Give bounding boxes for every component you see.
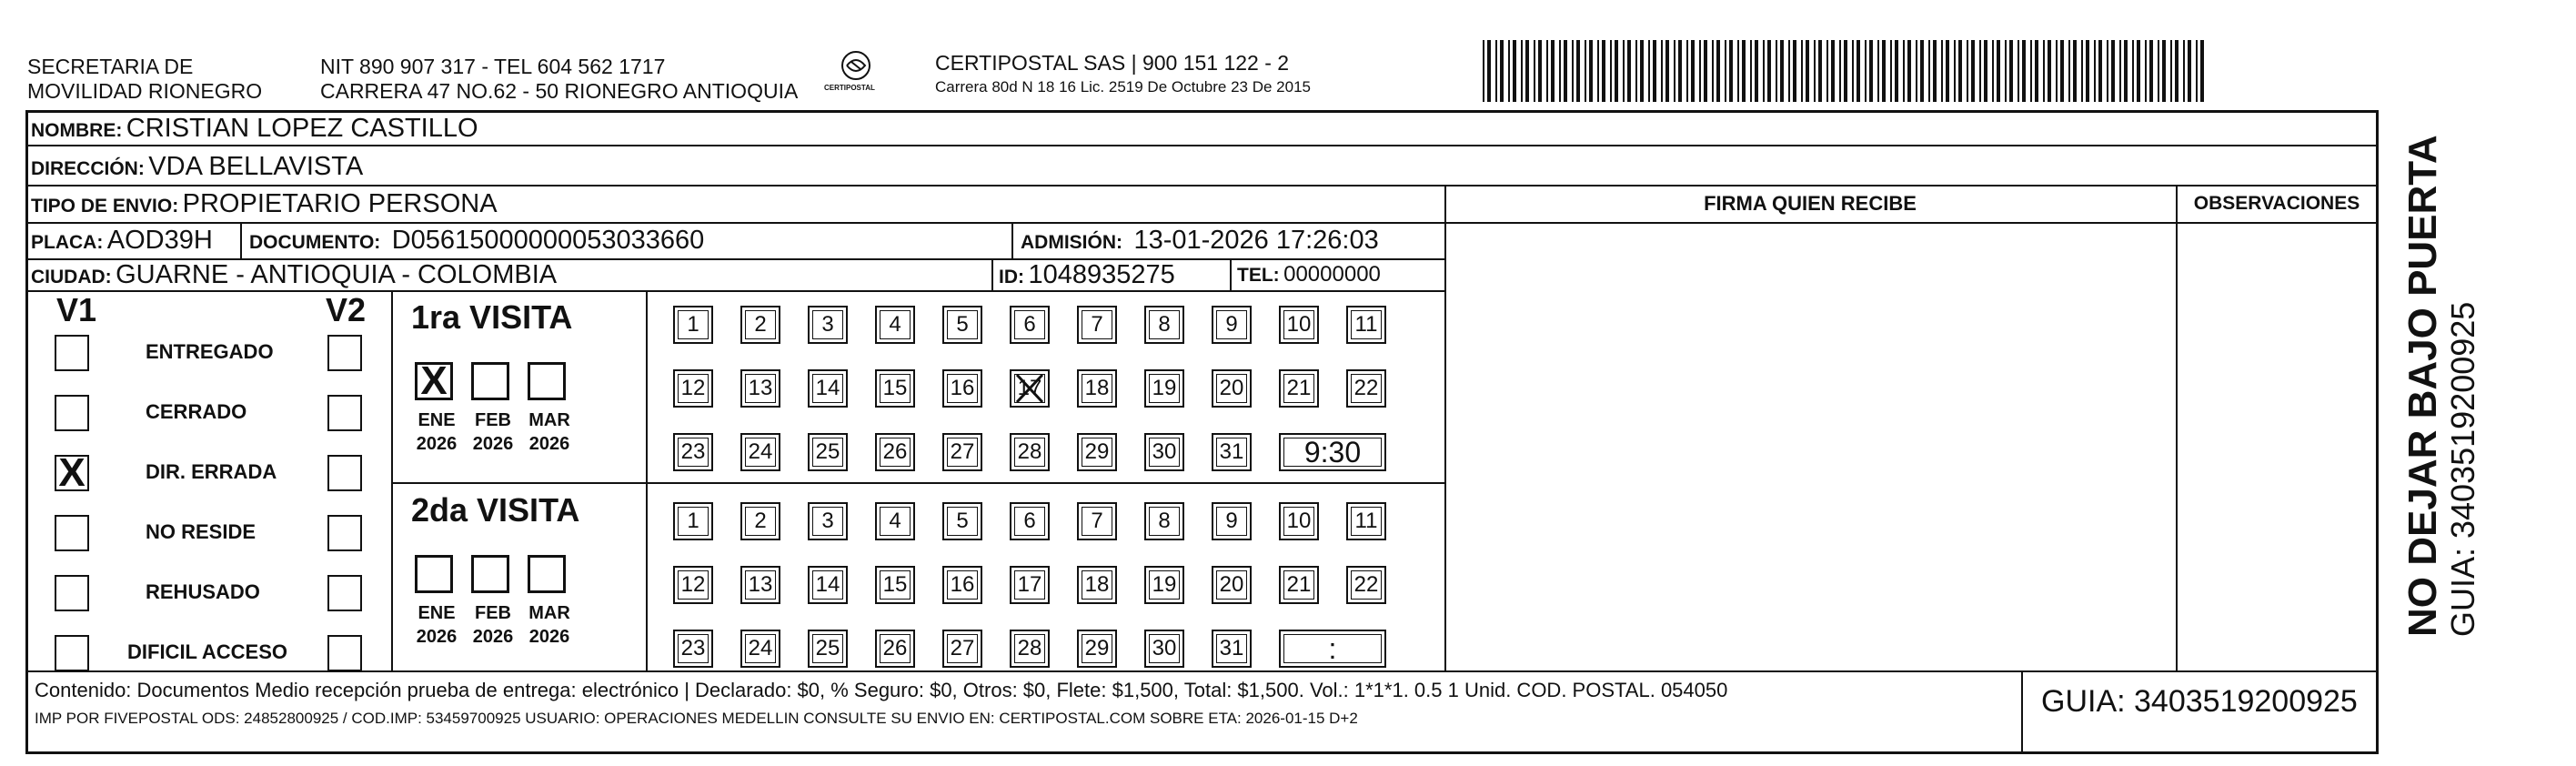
day-cell[interactable]: 31	[1212, 630, 1252, 668]
print-info: IMP POR FIVEPOSTAL ODS: 24852800925 / COD.IMP: 53459700925 USUARIO: OPERACIONES MEDELLIN CONSULTE SU ENVIO EN: CERTIPOSTAL.COM SOBRE ETA: 2026-01-15 D+2	[35, 710, 1358, 727]
month-checkbox[interactable]	[528, 555, 566, 593]
status-v1-checkbox[interactable]: X	[55, 455, 89, 491]
status-v2-checkbox[interactable]	[327, 455, 362, 491]
divider	[1011, 222, 1013, 259]
day-cell[interactable]: 7	[1077, 502, 1117, 540]
day-cell[interactable]: 14	[808, 369, 848, 408]
month-year: 2026	[528, 627, 570, 647]
day-cell[interactable]: 3	[808, 502, 848, 540]
id-cell	[999, 259, 1175, 295]
month-checkbox[interactable]	[528, 362, 566, 400]
month-year: 2026	[472, 434, 514, 454]
month-label: ENE	[418, 603, 456, 623]
day-cell[interactable]: 26	[875, 433, 915, 471]
month-year: 2026	[472, 627, 514, 647]
day-cell[interactable]: 13	[740, 566, 780, 604]
sender-name	[27, 55, 262, 104]
sender-line-2: MOVILIDAD RIONEGRO	[27, 79, 263, 103]
plate-value: AOD39H	[106, 226, 213, 255]
observations-column-header: OBSERVACIONES	[2193, 193, 2360, 214]
day-cell[interactable]: 14	[808, 566, 848, 604]
status-option-label: NO RESIDE	[146, 520, 257, 543]
sender-address: CARRERA 47 NO.62 - 50 RIONEGRO ANTIOQUIA	[320, 79, 799, 103]
phone-cell	[1237, 259, 1381, 293]
day-cell[interactable]: 13	[740, 369, 780, 408]
status-v2-checkbox[interactable]	[327, 635, 362, 671]
day-cell[interactable]: 9	[1212, 502, 1252, 540]
admission-label: ADMISIÓN:	[1021, 232, 1122, 253]
status-v2-checkbox[interactable]	[327, 575, 362, 611]
day-cell[interactable]: 24	[740, 433, 780, 471]
company-license: Carrera 80d N 18 16 Lic. 2519 De Octubre 23 De 2015	[935, 78, 1311, 96]
day-cell[interactable]: 16	[942, 566, 982, 604]
day-cell[interactable]: 11	[1346, 306, 1386, 344]
month-label: MAR	[528, 603, 570, 623]
status-option-label: DIR. ERRADA	[146, 460, 277, 483]
month-year: 2026	[416, 434, 458, 454]
day-cell[interactable]: 24	[740, 630, 780, 668]
day-cell[interactable]: 10	[1279, 502, 1319, 540]
day-cell[interactable]: 1	[673, 306, 713, 344]
status-v2-checkbox[interactable]	[327, 515, 362, 551]
day-cell[interactable]: 11	[1346, 502, 1386, 540]
divider	[1230, 258, 1232, 291]
no-under-door-warning: NO DEJAR BAJO PUERTA	[2400, 135, 2445, 637]
day-cell[interactable]: 15	[875, 566, 915, 604]
phone-label: TEL:	[1237, 265, 1280, 286]
shipment-type-row	[31, 188, 498, 224]
status-v2-checkbox[interactable]	[327, 395, 362, 431]
day-cell[interactable]: 4	[875, 502, 915, 540]
city-label: CIUDAD:	[31, 267, 112, 287]
month-year: 2026	[416, 627, 458, 647]
day-cell[interactable]: 15	[875, 369, 915, 408]
day-cell[interactable]: 20	[1212, 566, 1252, 604]
day-cell[interactable]: 27	[942, 433, 982, 471]
divider	[646, 290, 648, 672]
day-cell[interactable]: 23	[673, 433, 713, 471]
divider	[2176, 185, 2178, 672]
day-cell[interactable]: 30	[1144, 433, 1184, 471]
day-cell[interactable]: 2	[740, 306, 780, 344]
divider	[2021, 670, 2023, 752]
divider	[25, 670, 2379, 672]
divider	[1444, 185, 1446, 672]
address-label: DIRECCIÓN:	[31, 158, 145, 179]
day-cell[interactable]: 21	[1279, 566, 1319, 604]
day-cell[interactable]: 21	[1279, 369, 1319, 408]
day-cell[interactable]: 8	[1144, 306, 1184, 344]
day-cell[interactable]: 19	[1144, 566, 1184, 604]
day-cell[interactable]: 17	[1010, 566, 1050, 604]
divider	[391, 290, 393, 672]
status-option-label: CERRADO	[146, 400, 247, 423]
day-cell[interactable]: 19	[1144, 369, 1184, 408]
visit-time-field[interactable]: :	[1279, 630, 1386, 668]
address-value: VDA BELLAVISTA	[148, 152, 364, 181]
day-cell[interactable]: 22	[1346, 369, 1386, 408]
status-option-label: DIFICIL ACCESO	[127, 640, 288, 663]
day-cell[interactable]: 28	[1010, 433, 1050, 471]
side-guide-number: GUIA: 3403519200925	[2444, 301, 2481, 637]
day-cell[interactable]: 17	[1010, 369, 1050, 408]
day-cell[interactable]: 30	[1144, 630, 1184, 668]
day-cell[interactable]: 6	[1010, 306, 1050, 344]
day-cell[interactable]: 28	[1010, 630, 1050, 668]
day-cell[interactable]: 18	[1077, 369, 1117, 408]
month-label: MAR	[528, 410, 570, 430]
day-cell[interactable]: 16	[942, 369, 982, 408]
plate-label: PLACA:	[31, 232, 104, 253]
month-checkbox[interactable]	[471, 555, 509, 593]
plate-cell	[31, 225, 213, 260]
day-cell[interactable]: 8	[1144, 502, 1184, 540]
signature-column-header: FIRMA QUIEN RECIBE	[1704, 192, 1917, 215]
id-label: ID:	[999, 267, 1024, 287]
type-value: PROPIETARIO PERSONA	[182, 189, 498, 218]
day-cell[interactable]: 6	[1010, 502, 1050, 540]
day-cell[interactable]: 23	[673, 630, 713, 668]
id-value: 1048935275	[1028, 260, 1175, 289]
second-visit-title: 2da VISITA	[411, 491, 580, 529]
day-cell[interactable]: 12	[673, 369, 713, 408]
document-cell	[249, 225, 704, 260]
v1-header: V1	[56, 291, 97, 328]
month-checkbox[interactable]	[415, 555, 453, 593]
divider	[25, 185, 2379, 186]
name-value: CRISTIAN LOPEZ CASTILLO	[126, 114, 478, 143]
sender-nit: NIT 890 907 317 - TEL 604 562 1717	[320, 55, 666, 78]
day-cell[interactable]: 7	[1077, 306, 1117, 344]
day-cell[interactable]: 29	[1077, 630, 1117, 668]
logo-text: CERTIPOSTAL	[824, 84, 875, 92]
guide-number: GUIA: 3403519200925	[2041, 684, 2358, 719]
certipostal-logo	[824, 45, 888, 100]
day-cell[interactable]: 20	[1212, 369, 1252, 408]
month-label: ENE	[418, 410, 456, 430]
company-name: CERTIPOSTAL SAS | 900 151 122 - 2	[935, 51, 1290, 75]
day-cell[interactable]: 4	[875, 306, 915, 344]
side-text	[2401, 127, 2481, 637]
divider	[991, 258, 993, 291]
day-cell[interactable]: 5	[942, 502, 982, 540]
day-cell[interactable]: 9	[1212, 306, 1252, 344]
city-value: GUARNE - ANTIOQUIA - COLOMBIA	[116, 260, 558, 289]
status-v1-checkbox[interactable]	[55, 395, 89, 431]
status-v1-checkbox[interactable]	[55, 335, 89, 371]
day-cell[interactable]: 10	[1279, 306, 1319, 344]
day-cell[interactable]: 25	[808, 433, 848, 471]
month-year: 2026	[528, 434, 570, 454]
month-label: FEB	[475, 410, 511, 430]
status-option-label: REHUSADO	[146, 580, 260, 603]
admission-cell	[1021, 225, 1379, 260]
status-v2-checkbox[interactable]	[327, 335, 362, 371]
day-cell[interactable]: 3	[808, 306, 848, 344]
day-cell[interactable]: 29	[1077, 433, 1117, 471]
type-label: TIPO DE ENVIO:	[31, 196, 179, 217]
month-checkbox[interactable]: X	[415, 362, 453, 400]
recipient-address-row	[31, 151, 363, 186]
day-cell[interactable]: 22	[1346, 566, 1386, 604]
content-summary: Contenido: Documentos Medio recepción prueba de entrega: electrónico | Declarado: $0, % Seguro: $0, Otros: $0, Flete: $1,500, Total: $1,500. Vol.: 1*1*1. 0.5 1 Unid. COD. POSTAL. 054050	[35, 679, 1728, 701]
month-label: FEB	[475, 603, 511, 623]
divider	[391, 482, 1446, 484]
day-cell[interactable]: 26	[875, 630, 915, 668]
document-value: D05615000000053033660	[391, 226, 705, 255]
day-cell[interactable]: 12	[673, 566, 713, 604]
city-cell	[31, 259, 557, 295]
status-v1-checkbox[interactable]	[55, 575, 89, 611]
day-cell[interactable]: 1	[673, 502, 713, 540]
status-v1-checkbox[interactable]	[55, 635, 89, 671]
document-label: DOCUMENTO:	[249, 232, 381, 253]
divider	[240, 222, 242, 259]
day-cell[interactable]: 27	[942, 630, 982, 668]
sender-contact	[320, 55, 798, 104]
status-option-label: ENTREGADO	[146, 340, 274, 363]
phone-value: 00000000	[1283, 262, 1381, 287]
name-label: NOMBRE:	[31, 120, 123, 141]
day-cell[interactable]: 18	[1077, 566, 1117, 604]
status-v1-checkbox[interactable]	[55, 515, 89, 551]
admission-value: 13-01-2026 17:26:03	[1133, 226, 1379, 255]
v2-header: V2	[326, 291, 367, 328]
divider	[2376, 185, 2378, 672]
day-cell[interactable]: 31	[1212, 433, 1252, 471]
barcode	[1483, 40, 2206, 102]
month-checkbox[interactable]	[471, 362, 509, 400]
recipient-name-row	[31, 113, 478, 148]
day-cell[interactable]: 25	[808, 630, 848, 668]
day-mark-icon	[1010, 369, 1050, 408]
day-cell[interactable]: 2	[740, 502, 780, 540]
sender-line-1: SECRETARIA DE	[27, 55, 194, 78]
first-visit-title: 1ra VISITA	[411, 298, 573, 336]
day-cell[interactable]: 5	[942, 306, 982, 344]
visit-time-field[interactable]: 9:30	[1279, 433, 1386, 471]
